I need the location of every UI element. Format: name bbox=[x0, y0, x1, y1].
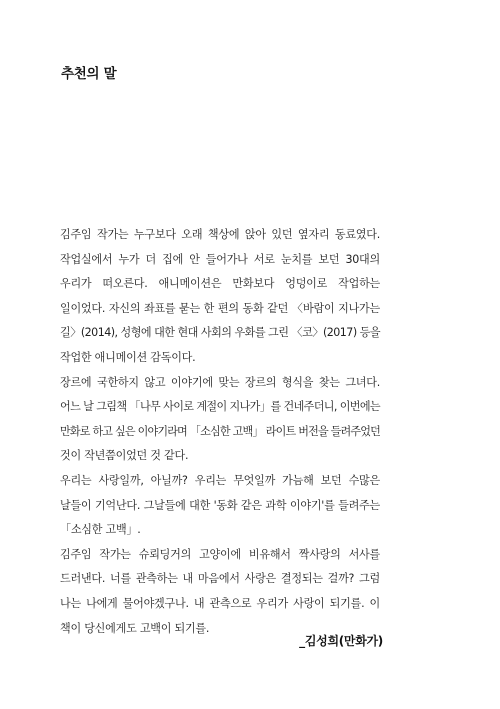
text-line: 우리가 떠오른다. 애니메이션은 만화보다 엉덩이로 작업하는 bbox=[60, 277, 380, 291]
text-line: 나는 나에게 물어야겠구나. 내 관측으로 우리가 사랑이 되기를. 이 bbox=[60, 596, 380, 610]
text-line: 우리는 사랑일까, 아닐까? 우리는 무엇일까 가늠해 보던 수많은 bbox=[60, 473, 380, 487]
text-line: 만화로 하고 싶은 이야기라며 「소심한 고백」 라이트 버전을 들려주었던 bbox=[60, 424, 380, 438]
text-line: 작업실에서 누가 더 집에 안 들어가나 서로 눈치를 보던 30대의 bbox=[60, 252, 380, 266]
text-line: 「소심한 고백」. bbox=[60, 523, 141, 537]
text-line: 드러낸다. 너를 관측하는 내 마음에서 사랑은 결정되는 걸까? 그럼 bbox=[60, 572, 380, 586]
text-line: 일이었다. 자신의 좌표를 묻는 한 편의 동화 같던 〈바람이 지나가는 bbox=[60, 301, 380, 315]
text-line: 길〉(2014), 성형에 대한 현대 사회의 우화를 그린 〈코〉(2017) 등을 bbox=[60, 326, 380, 340]
paragraph bbox=[60, 543, 380, 641]
text-line: 날들이 기억난다. 그날들에 대한 '동화 같은 과학 이야기'를 들려주는 bbox=[60, 498, 380, 512]
text-line: 김주임 작가는 슈뢰딩거의 고양이에 비유해서 짝사랑의 서사를 bbox=[60, 547, 380, 561]
text-line: 작업한 애니메이션 감독이다. bbox=[60, 350, 196, 364]
paragraph bbox=[60, 469, 380, 543]
text-line: 것이 작년쯤이었던 것 같다. bbox=[60, 449, 189, 463]
text-line: 장르에 국한하지 않고 이야기에 맞는 장르의 형식을 찾는 그녀다. bbox=[60, 375, 380, 389]
paragraph bbox=[60, 223, 380, 371]
text-line: 어느 날 그림책 「나무 사이로 계절이 지나가」를 건네주더니, 이번에는 bbox=[60, 400, 380, 414]
recommendation-body bbox=[60, 223, 380, 641]
paragraph bbox=[60, 371, 380, 469]
section-heading: 추천의 말 bbox=[61, 66, 117, 82]
text-line: 책이 당신에게도 고백이 되기를. bbox=[60, 621, 210, 635]
text-line: 김주임 작가는 누구보다 오래 책상에 앉아 있던 옆자리 동료였다. bbox=[60, 228, 380, 241]
author-signature: _김성희(만화가) bbox=[299, 634, 383, 648]
